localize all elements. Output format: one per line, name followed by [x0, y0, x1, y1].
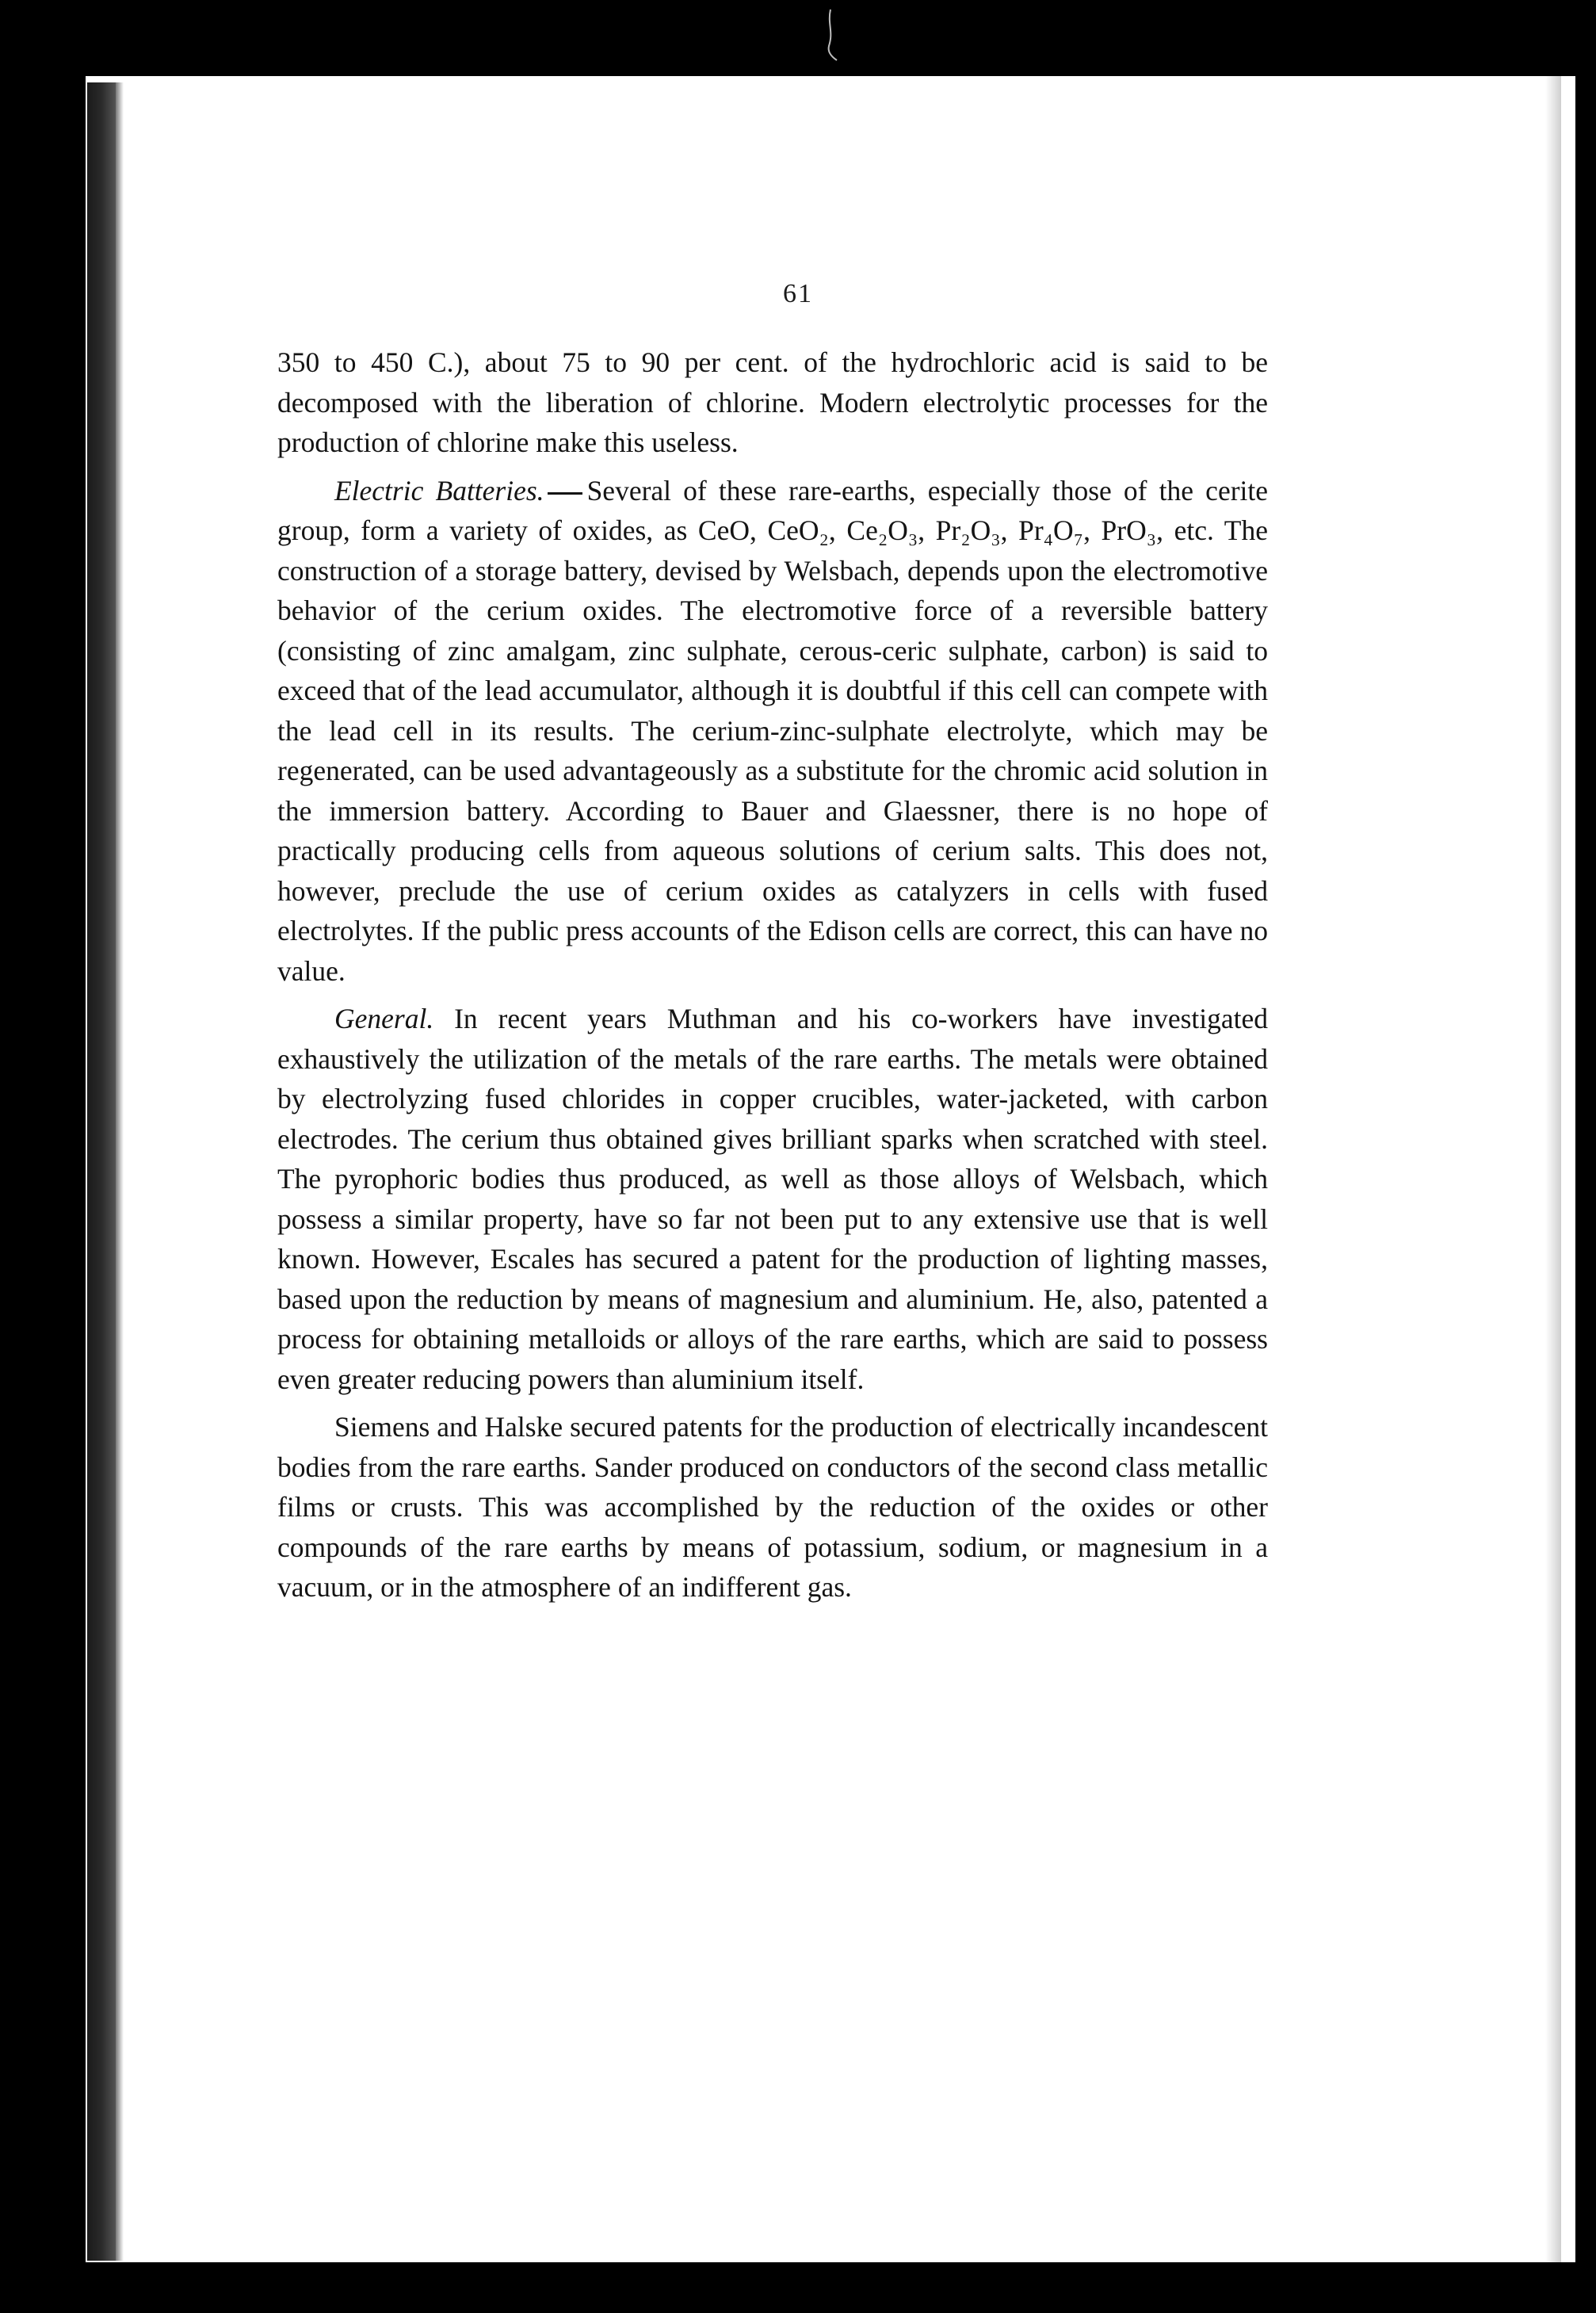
- paragraph-4: [277, 1407, 1268, 1608]
- paragraph-1-text: 350 to 450 C.), about 75 to 90 per cent. of the hydrochloric acid is said to be decomposed with the liberation of chlorine. Modern electrolytic processes for the production of chlorine make this useless.: [277, 346, 1268, 458]
- paragraph-2: [277, 471, 1268, 992]
- page-right-edge: [1545, 76, 1561, 2262]
- body-text: [277, 342, 1268, 1615]
- paragraph-3-heading: General.: [334, 1003, 434, 1034]
- scan-mark-icon: [824, 8, 840, 63]
- book-binding-edge: [116, 82, 124, 2261]
- em-dash: [548, 492, 582, 495]
- page-number: 61: [783, 279, 813, 308]
- paragraph-4-text: Siemens and Halske secured patents for the production of electrically incandescent bodies from the rare earths. Sander produced on conductors of the second class metallic films or crusts. This was accomplished by the reduction of the oxides or other compounds of the rare earths by means of potassium, sodium, or magnesium in a vacuum, or in the atmosphere of an indifferent gas.: [277, 1411, 1268, 1603]
- paragraph-2-heading: Electric Batteries.: [334, 474, 544, 507]
- paragraph-3-text: In recent years Muthman and his co-workers have investigated exhaustively the utilization of the metals of the rare earths. The metals were obtained by electrolyzing fused chlorides in copper crucibles, water-jacketed, with carbon electrodes. The cerium thus obtained gives brilliant sparks when scratched with steel. The pyrophoric bodies thus produced, as well as those alloys of Welsbach, which possess a similar property, have so far not been put to any extensive use that is well known. However, Escales has secured a patent for the production of lighting masses, based upon the reduction by means of magnesium and aluminium. He, also, patented a process for obtaining metalloids or alloys of the rare earths, which are said to possess even greater reducing powers than aluminium itself.: [277, 1003, 1269, 1395]
- paragraph-2-text: Several of these rare-earths, especially those of the cerite group, form a variety of oxides, as CeO, CeO₂, Ce₂O₃, Pr₂O₃, Pr₄O₇, PrO₃, etc. The construction of a storage battery, devised by Welsbach, depends upon the electromotive behavior of the cerium oxides. The electromotive force of a reversible battery (consisting of zinc amalgam, zinc sulphate, cerous-ceric sulphate, carbon) is said to exceed that of the lead accumulator, although it is doubtful if this cell can compete with the lead cell in its results. The cerium-zinc-sulphate electrolyte, which may be regenerated, can be used advantageously as a substitute for the chromic acid solution in the immersion battery. According to Bauer and Glaessner, there is no hope of practically producing cells from aqueous solutions of cerium salts. This does not, however, preclude the use of cerium oxides as catalyzers in cells with fused electrolytes. If the public press accounts of the Edison cells are correct, this can have no value.: [277, 474, 1269, 987]
- paragraph-3: [277, 999, 1268, 1399]
- book-binding-shadow: [87, 82, 116, 2261]
- paragraph-1: [277, 342, 1268, 463]
